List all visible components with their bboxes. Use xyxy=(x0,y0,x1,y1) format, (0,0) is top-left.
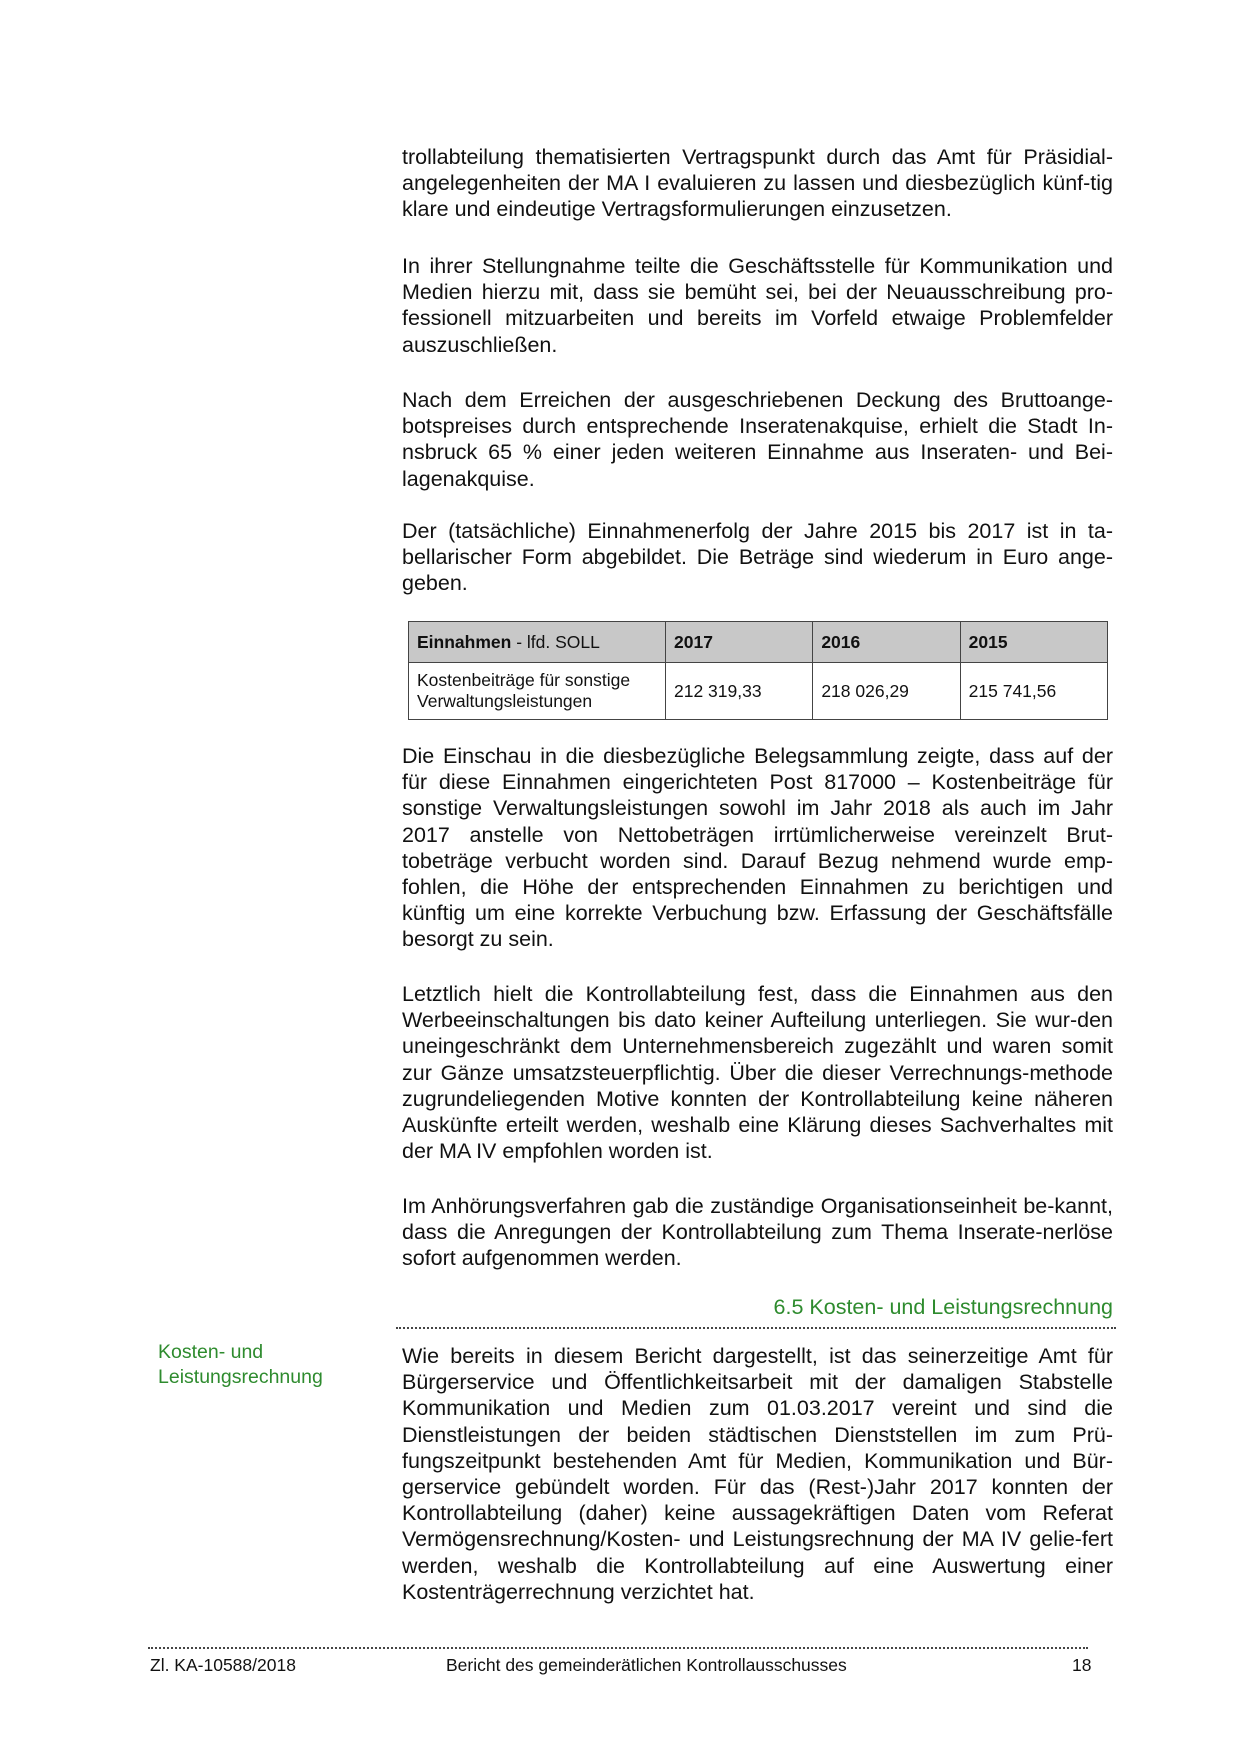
paragraph-5: Die Einschau in die diesbezügliche Belegsammlung zeigte, dass auf der für diese Einnahmen eingerichteten Post 817000 – Kostenbeiträge für sonstige Verwaltungsleistungen sowohl im Jahr 2018 als auch im Jahr 2017 anstelle von Nettobeträgen irrtümlicherweise vereinzelt Brut-tobeträge verbucht worden sind. Darauf Bezug nehmend wurde emp-fohlen, die Höhe der entsprechenden Einnahmen zu berichtigen und künftig um eine korrekte Verbuchung bzw. Erfassung der Geschäftsfälle besorgt zu sein. xyxy=(402,744,1113,952)
table-row xyxy=(409,663,1108,720)
paragraph-7: Im Anhörungsverfahren gab die zuständige Organisationseinheit be-kannt, dass die Anregungen der Kontrollabteilung zum Thema Inserate-nerlöse sofort aufgenommen werden. xyxy=(402,1194,1113,1271)
section-heading: 6.5 Kosten- und Leistungsrechnung xyxy=(773,1295,1113,1319)
paragraph-1: trollabteilung thematisierten Vertragspunkt durch das Amt für Präsidial-angelegenheiten der MA I evaluieren zu lassen und diesbezüglich künf-tig klare und eindeutige Vertragsformulierungen einzusetzen. xyxy=(402,145,1113,222)
paragraph-6: Letztlich hielt die Kontrollabteilung fest, dass die Einnahmen aus den Werbeeinschaltungen bis dato keiner Aufteilung unterliegen. Sie wur-den uneingeschränkt dem Unternehmensbereich zugezählt und waren somit zur Gänze umsatzsteuerpflichtig. Über die dieser Verrechnungs-methode zugrundeliegenden Motive konnten der Kontrollabteilung keine näheren Auskünfte erteilt werden, weshalb eine Klärung dieses Sachverhaltes mit der MA IV empfohlen worden ist. xyxy=(402,982,1113,1164)
table-header-bold: Einnahmen xyxy=(417,631,512,652)
section-divider xyxy=(396,1327,1116,1329)
paragraph-2: In ihrer Stellungnahme teilte die Geschäftsstelle für Kommunikation und Medien hierzu mit, dass sie bemüht sei, bei der Neuausschreibung pro-fessionell mitzuarbeiten und bereits im Vorfeld etwaige Problemfelder auszuschließen. xyxy=(402,254,1113,357)
table-header-rest: - lfd. SOLL xyxy=(511,631,600,652)
paragraph-4: Der (tatsächliche) Einnahmenerfolg der Jahre 2015 bis 2017 ist in ta-bellarischer Form abgebildet. Die Beträge sind wiederum in Euro ange-geben. xyxy=(402,519,1113,596)
table-cell: 218 026,29 xyxy=(813,663,960,720)
table-row-label: Kostenbeiträge für sonstige Verwaltungsleistungen xyxy=(409,663,666,720)
footer-reference: Zl. KA-10588/2018 xyxy=(150,1655,296,1675)
table-cell: 215 741,56 xyxy=(960,663,1107,720)
paragraph-8: Wie bereits in diesem Bericht dargestellt, ist das seinerzeitige Amt für Bürgerservice und Öffentlichkeitsarbeit mit der damaligen Stabstelle Kommunikation und Medien zum 01.03.2017 vereint und sind die Dienstleistungen der beiden städtischen Dienststellen im zum Prü-fungszeitpunkt bestehenden Amt für Medien, Kommunikation und Bür-gerservice gebündelt worden. Für das (Rest-)Jahr 2017 konnten der Kontrollabteilung (daher) keine aussagekräftigen Daten vom Referat Vermögensrechnung/Kosten- und Leistungsrechnung der MA IV gelie-fert werden, weshalb die Kontrollabteilung auf eine Auswertung einer Kostenträgerrechnung verzichtet hat. xyxy=(402,1344,1113,1604)
table-header-year: 2015 xyxy=(960,622,1107,663)
paragraph-3: Nach dem Erreichen der ausgeschriebenen Deckung des Bruttoange-botspreises durch entsprechende Inseratenakquise, erhielt die Stadt In-nsbruck 65 % einer jeden weiteren Einnahme aus Inseraten- und Bei-lagenakquise. xyxy=(402,388,1113,491)
table-header-year: 2016 xyxy=(813,622,960,663)
footer-divider xyxy=(148,1647,1088,1649)
page-number: 18 xyxy=(1072,1655,1092,1675)
margin-note: Kosten- und Leistungsrechnung xyxy=(158,1341,323,1388)
table-header-row xyxy=(409,622,1108,663)
revenue-table xyxy=(408,621,1108,720)
table-header-label xyxy=(409,622,666,663)
table-header-year: 2017 xyxy=(666,622,813,663)
table-cell: 212 319,33 xyxy=(666,663,813,720)
footer-title: Bericht des gemeinderätlichen Kontrollausschusses xyxy=(446,1655,847,1675)
